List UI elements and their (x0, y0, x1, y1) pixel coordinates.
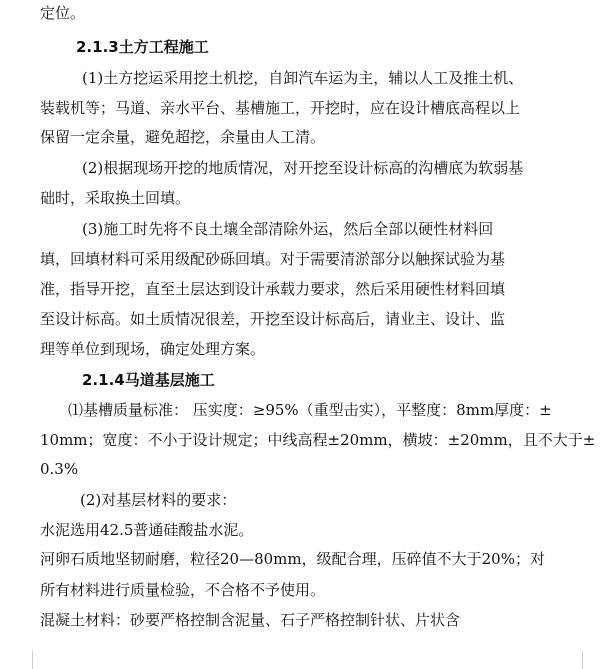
paragraph-line: 填，回填材料可采用级配砂砾回填。对于需要清淤部分以触探试验为基 (40, 250, 506, 268)
paragraph-line: ⑴基槽质量标准： 压实度：≥95%（重型击实），平整度：8mm厚度：± (68, 401, 552, 419)
paragraph-line: 所有材料进行质量检验，不合格不予使用。 (40, 581, 326, 599)
paragraph-line: (2)对基层材料的要求： (80, 491, 237, 509)
section-heading-2-1-4: 2.1.4马道基层施工 (82, 371, 215, 389)
paragraph-line: (3)施工时先将不良土壤全部清除外运，然后全部以硬性材料回 (82, 220, 494, 238)
paragraph-line: 水泥选用42.5普通硅酸盐水泥。 (40, 521, 254, 539)
paragraph-line: 10mm；宽度：不小于设计规定；中线高程±20mm，横坡：±20mm，且不大于± (40, 431, 596, 449)
page-margin-mark-left (32, 651, 33, 669)
paragraph-line: (1)土方挖运采用挖土机挖，自卸汽车运为主，辅以人工及推土机、 (82, 69, 524, 87)
paragraph-line: 准，指导开挖，直至土层达到设计承载力要求，然后采用硬性材料回填 (40, 280, 506, 298)
paragraph-line: 础时，采取换土回填。 (40, 189, 191, 207)
section-heading-2-1-3: 2.1.3土方工程施工 (76, 38, 209, 56)
paragraph-line: 装载机等；马道、亲水平台、基槽施工，开挖时，应在设计槽底高程以上 (40, 99, 521, 117)
paragraph-line: 河卵石质地坚韧耐磨，粒径20—80mm，级配合理，压碎值不大于20%；对 (40, 550, 545, 568)
page-margin-mark-right (582, 651, 583, 669)
paragraph-line: 至设计标高。如土质情况很差，开挖至设计标高后，请业主、设计、监 (40, 310, 506, 328)
paragraph-line: 理等单位到现场，确定处理方案。 (40, 340, 266, 358)
text-line: 定位。 (40, 4, 86, 22)
paragraph-line: 保留一定余量，避免超挖，余量由人工清。 (40, 128, 326, 146)
paragraph-line: 混凝土材料：砂要严格控制含泥量、石子严格控制针状、片状含 (40, 611, 461, 629)
paragraph-line: 0.3% (40, 460, 79, 478)
paragraph-line: (2)根据现场开挖的地质情况，对开挖至设计标高的沟槽底为软弱基 (82, 159, 524, 177)
